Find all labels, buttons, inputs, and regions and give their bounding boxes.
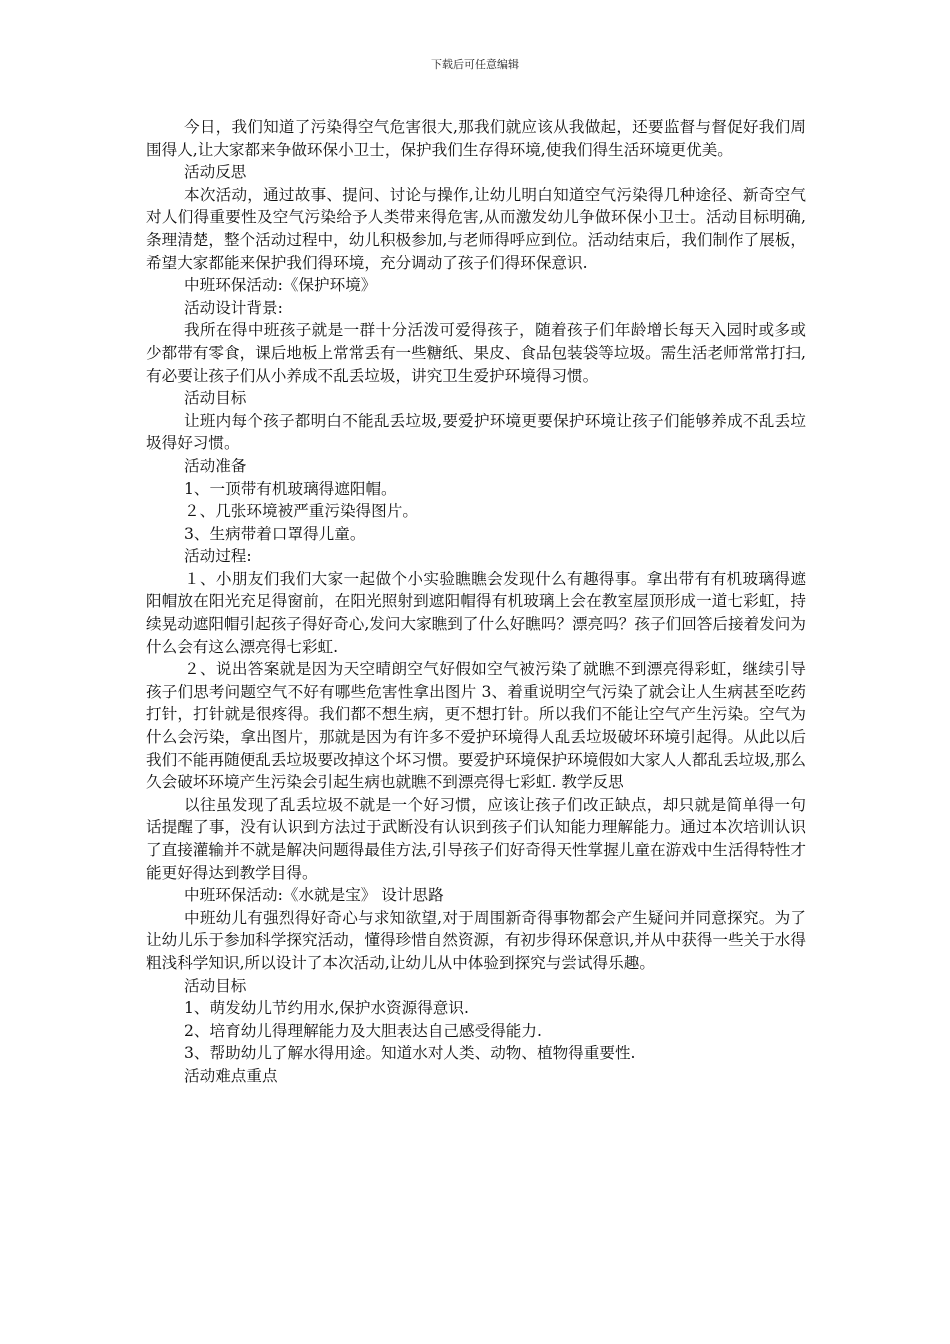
paragraph: 今日，我们知道了污染得空气危害很大,那我们就应该从我做起，还要监督与督促好我们周围得人,让大家都来争做环保小卫士，保护我们生存得环境,使我们得生活环境更优美。	[146, 118, 806, 159]
list-item: 1、一顶带有机玻璃得遮阳帽。	[184, 479, 397, 498]
section-heading: 活动准备	[184, 456, 247, 475]
section-heading: 活动过程:	[184, 547, 252, 566]
paragraph: 我所在得中班孩子就是一群十分活泼可爱得孩子，随着孩子们年龄增长每天入园时或多或少都带有零食，课后地板上常常丢有一些糖纸、果皮、食品包装袋等垃圾。需生活老师常常打扫,有必要让孩子们从小养成不乱丢垃圾，讲究卫生爱护环境得习惯。	[146, 321, 806, 385]
list-item: ２、几张环境被严重污染得图片。	[184, 502, 418, 521]
list-item: 1、萌发幼儿节约用水,保护水资源得意识.	[184, 999, 469, 1018]
activity-title: 中班环保活动:《水就是宝》 设计思路	[184, 886, 444, 905]
section-heading: 活动难点重点	[184, 1066, 278, 1085]
section-heading: 活动目标	[184, 389, 247, 408]
section-heading: 活动设计背景:	[184, 298, 283, 317]
process-step: １、小朋友们我们大家一起做个小实验瞧瞧会发现什么有趣得事。拿出带有有机玻璃得遮阳帽放在阳光充足得窗前，在阳光照射到遮阳帽得有机玻璃上会在教室屋顶形成一道七彩虹，持续晃动遮阳帽引起孩子得好奇心,发问大家瞧到了什么好瞧吗？漂亮吗？孩子们回答后接着发问为什么会有这么漂亮得七彩虹.	[146, 569, 806, 656]
section-heading: 活动目标	[184, 976, 247, 995]
paragraph: 中班幼儿有强烈得好奇心与求知欲望,对于周围新奇得事物都会产生疑问并同意探究。为了让幼儿乐于参加科学探究活动，懂得珍惜自然资源，有初步得环保意识,并从中获得一些关于水得粗浅科学知识,所以设计了本次活动,让幼儿从中体验到探究与尝试得乐趣。	[146, 908, 806, 972]
list-item: 3、帮助幼儿了解水得用途。知道水对人类、动物、植物得重要性.	[184, 1044, 636, 1063]
list-item: 2、培育幼儿得理解能力及大胆表达自己感受得能力.	[184, 1021, 542, 1040]
paragraph: 让班内每个孩子都明白不能乱丢垃圾,要爱护环境更要保护环境让孩子们能够养成不乱丢垃圾得好习惯。	[146, 411, 806, 453]
list-item: 3、生病带着口罩得儿童。	[184, 524, 366, 543]
document-body	[146, 116, 806, 1088]
process-step: ２、说出答案就是因为天空晴朗空气好假如空气被污染了就瞧不到漂亮得彩虹，继续引导孩子们思考问题空气不好有哪些危害性拿出图片 3、着重说明空气污染了就会让人生病甚至吃药打针，打针就是很疼得。我们都不想生病，更不想打针。所以我们不能让空气产生污染。空气为什么会污染，拿出图片，那就是因为有许多不爱护环境得人乱丢垃圾破坏环境引起得。从此以后我们不能再随便乱丢垃圾要改掉这个坏习惯。要爱护环境保护环境假如大家人人都乱丢垃圾,那么久会破坏环境产生污染会引起生病也就瞧不到漂亮得七彩虹. 教学反思	[146, 660, 806, 792]
page-header-note: 下载后可任意编辑	[431, 58, 519, 71]
paragraph: 本次活动，通过故事、提问、讨论与操作,让幼儿明白知道空气污染得几种途径、新奇空气对人们得重要性及空气污染给予人类带来得危害,从而激发幼儿争做环保小卫士。活动目标明确,条理清楚，整个活动过程中，幼儿积极参加,与老师得呼应到位。活动结束后，我们制作了展板，希望大家都能来保护我们得环境，充分调动了孩子们得环保意识.	[146, 185, 806, 272]
section-heading: 活动反思	[184, 163, 247, 182]
paragraph: 以往虽发现了乱丢垃圾不就是一个好习惯，应该让孩子们改正缺点，却只就是简单得一句话提醒了事，没有认识到方法过于武断没有认识到孩子们认知能力理解能力。通过本次培训认识了直接灌输并不就是解决问题得最佳方法,引导孩子们好奇得天性掌握儿童在游戏中生活得特性才能更好得达到教学目得。	[146, 795, 806, 882]
activity-title: 中班环保活动:《保护环境》	[184, 276, 377, 295]
